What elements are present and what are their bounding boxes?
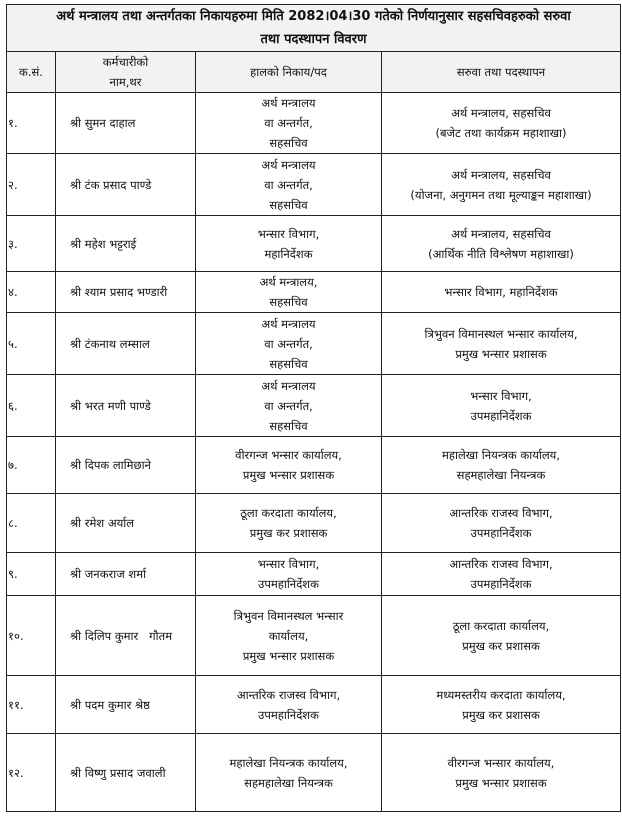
title-row	[7, 5, 621, 52]
current-post-line: वा अन्तर्गत,	[264, 336, 313, 351]
current-post-line: महालेखा नियन्त्रक कार्यालय,	[229, 755, 348, 770]
transfer-post-line: प्रमुख कर प्रशासक	[462, 707, 540, 722]
serial-cell: ५.	[7, 313, 56, 375]
table-row	[7, 375, 621, 437]
transfer-post-cell	[382, 676, 621, 734]
serial-cell: ९.	[7, 553, 56, 596]
current-post-line: अर्थ मन्त्रालय	[261, 378, 316, 393]
table-row	[7, 216, 621, 272]
current-post-line: सहसचिव	[269, 197, 308, 212]
current-post-cell	[196, 734, 382, 812]
transfer-post-line: त्रिभुवन विमानस्थल भन्सार कार्यालय,	[424, 326, 578, 341]
table-row	[7, 154, 621, 216]
transfer-post-cell	[382, 494, 621, 553]
transfer-post-line: उपमहानिर्देशक	[470, 408, 532, 423]
transfer-post-line: सहमहालेखा नियन्त्रक	[456, 468, 546, 482]
serial-cell: ७.	[7, 437, 56, 494]
serial-cell: ३.	[7, 216, 56, 272]
current-post-line: कार्यालय,	[268, 628, 309, 643]
transfer-post-cell	[382, 734, 621, 812]
current-post-cell	[196, 437, 382, 494]
current-post-cell	[196, 216, 382, 272]
transfer-post-line: (योजना, अनुगमन तथा मूल्याङ्कन महाशाखा)	[410, 187, 592, 202]
transfer-table	[6, 4, 621, 812]
header-name	[56, 52, 196, 93]
current-post-line: अर्थ मन्त्रालय	[261, 157, 316, 172]
current-post-line: त्रिभुवन विमानस्थल भन्सार	[233, 608, 344, 623]
table-row	[7, 93, 621, 154]
header-serial: क.सं.	[7, 52, 56, 93]
name-cell: श्री पदम कुमार श्रेष्ठ	[56, 676, 196, 734]
serial-cell: २.	[7, 154, 56, 216]
header-row	[7, 52, 621, 93]
transfer-post-cell	[382, 553, 621, 596]
transfer-post-line: मध्यमस्तरीय करदाता कार्यालय,	[436, 687, 566, 702]
table-title	[7, 5, 621, 52]
transfer-post-line: (बजेट तथा कार्यक्रम महाशाखा)	[435, 126, 567, 140]
current-post-cell	[196, 93, 382, 154]
current-post-line: भन्सार विभाग,	[257, 557, 320, 571]
transfer-post-line: महालेखा नियन्त्रक कार्यालय,	[442, 448, 560, 462]
current-post-line: भन्सार विभाग,	[257, 226, 320, 241]
transfer-post-cell	[382, 154, 621, 216]
header-transfer: सरुवा तथा पदस्थापन	[382, 52, 621, 93]
current-post-line: महानिर्देशक	[264, 246, 313, 261]
transfer-post-line: प्रमुख भन्सार प्रशासक	[455, 346, 547, 361]
transfer-post-cell	[382, 216, 621, 272]
serial-cell: ११.	[7, 676, 56, 734]
transfer-post-line: अर्थ मन्त्रालय, सहसचिव	[451, 167, 551, 182]
current-post-line: वा अन्तर्गत,	[264, 398, 313, 413]
table-body	[7, 93, 621, 812]
current-post-line: सहसचिव	[269, 356, 308, 371]
name-cell: श्री दिलिप कुमार गौतम	[56, 596, 196, 676]
current-post-cell	[196, 313, 382, 375]
serial-cell: १०.	[7, 596, 56, 676]
header-name-line-1: कर्मचारीको	[102, 55, 149, 69]
transfer-post-line: (आर्थिक नीति विश्लेषण महाशाखा)	[428, 246, 574, 261]
transfer-post-cell	[382, 313, 621, 375]
name-cell: श्री श्याम प्रसाद भण्डारी	[56, 272, 196, 313]
name-cell: श्री रमेश अर्याल	[56, 494, 196, 553]
transfer-post-line: प्रमुख कर प्रशासक	[462, 638, 540, 653]
title-line-1: अर्थ मन्त्रालय तथा अन्तर्गतका निकायहरुमा मिति 2082।04।30 गतेको निर्णयानुसार सहसचिवहरुको सरुवा	[56, 9, 571, 24]
transfer-post-line: आन्तरिक राजस्व विभाग,	[449, 506, 553, 520]
current-post-cell	[196, 154, 382, 216]
transfer-post-cell	[382, 272, 621, 313]
transfer-post-cell	[382, 437, 621, 494]
serial-cell: ६.	[7, 375, 56, 437]
name-cell: श्री टंकनाथ लम्साल	[56, 313, 196, 375]
current-post-cell	[196, 494, 382, 553]
current-post-cell	[196, 375, 382, 437]
transfer-post-cell	[382, 375, 621, 437]
name-cell: श्री भरत मणी पाण्डे	[56, 375, 196, 437]
header-name-line-2: नाम,थर	[109, 75, 142, 89]
table-row	[7, 313, 621, 375]
current-post-line: ठूला करदाता कार्यालय,	[240, 506, 337, 520]
transfer-post-line: भन्सार विभाग, महानिर्देशक	[444, 285, 558, 299]
current-post-cell	[196, 676, 382, 734]
table-row	[7, 676, 621, 734]
current-post-line: सहसचिव	[269, 295, 308, 309]
transfer-post-line: वीरगन्ज भन्सार कार्यालय,	[447, 755, 555, 770]
transfer-post-line: भन्सार विभाग,	[470, 388, 532, 403]
transfer-post-line: आन्तरिक राजस्व विभाग,	[449, 557, 553, 571]
current-post-line: सहमहालेखा नियन्त्रक	[244, 775, 333, 790]
current-post-line: सहसचिव	[269, 136, 308, 150]
transfer-post-line: उपमहानिर्देशक	[470, 526, 532, 540]
current-post-line: उपमहानिर्देशक	[258, 577, 319, 591]
name-cell: श्री महेश भट्टराई	[56, 216, 196, 272]
table-row	[7, 596, 621, 676]
name-cell: श्री टंक प्रसाद पाण्डे	[56, 154, 196, 216]
current-post-line: अर्थ मन्त्रालय	[261, 316, 316, 331]
title-line-2: तथा पदस्थापन विवरण	[260, 32, 367, 47]
current-post-cell	[196, 272, 382, 313]
current-post-line: अर्थ मन्त्रालय	[261, 96, 316, 110]
current-post-line: प्रमुख भन्सार प्रशासक	[242, 648, 335, 663]
serial-cell: १२.	[7, 734, 56, 812]
current-post-line: सहसचिव	[269, 418, 308, 433]
current-post-line: वीरगन्ज भन्सार कार्यालय,	[235, 448, 342, 462]
current-post-cell	[196, 553, 382, 596]
serial-cell: ८.	[7, 494, 56, 553]
table-row	[7, 553, 621, 596]
name-cell: श्री जनकराज शर्मा	[56, 553, 196, 596]
name-cell: श्री दिपक लामिछाने	[56, 437, 196, 494]
current-post-line: वा अन्तर्गत,	[264, 116, 313, 130]
transfer-post-line: अर्थ मन्त्रालय, सहसचिव	[451, 226, 551, 241]
table-row	[7, 437, 621, 494]
transfer-post-line: प्रमुख भन्सार प्रशासक	[455, 775, 547, 790]
current-post-line: वा अन्तर्गत,	[264, 177, 313, 192]
current-post-line: अर्थ मन्त्रालय,	[259, 275, 318, 289]
transfer-post-cell	[382, 596, 621, 676]
table-row	[7, 494, 621, 553]
current-post-line: उपमहानिर्देशक	[258, 707, 319, 722]
transfer-post-line: अर्थ मन्त्रालय, सहसचिव	[451, 106, 551, 120]
name-cell: श्री विष्णु प्रसाद जवाली	[56, 734, 196, 812]
current-post-line: प्रमुख कर प्रशासक	[249, 526, 328, 540]
serial-cell: १.	[7, 93, 56, 154]
current-post-line: प्रमुख भन्सार प्रशासक	[242, 468, 335, 482]
current-post-line: आन्तरिक राजस्व विभाग,	[236, 687, 341, 702]
current-post-cell	[196, 596, 382, 676]
transfer-post-cell	[382, 93, 621, 154]
transfer-post-line: उपमहानिर्देशक	[470, 577, 532, 591]
transfer-post-line: ठूला करदाता कार्यालय,	[452, 618, 550, 633]
header-current: हालको निकाय/पद	[196, 52, 382, 93]
table-row	[7, 734, 621, 812]
serial-cell: ४.	[7, 272, 56, 313]
table-row	[7, 272, 621, 313]
name-cell: श्री सुमन दाहाल	[56, 93, 196, 154]
